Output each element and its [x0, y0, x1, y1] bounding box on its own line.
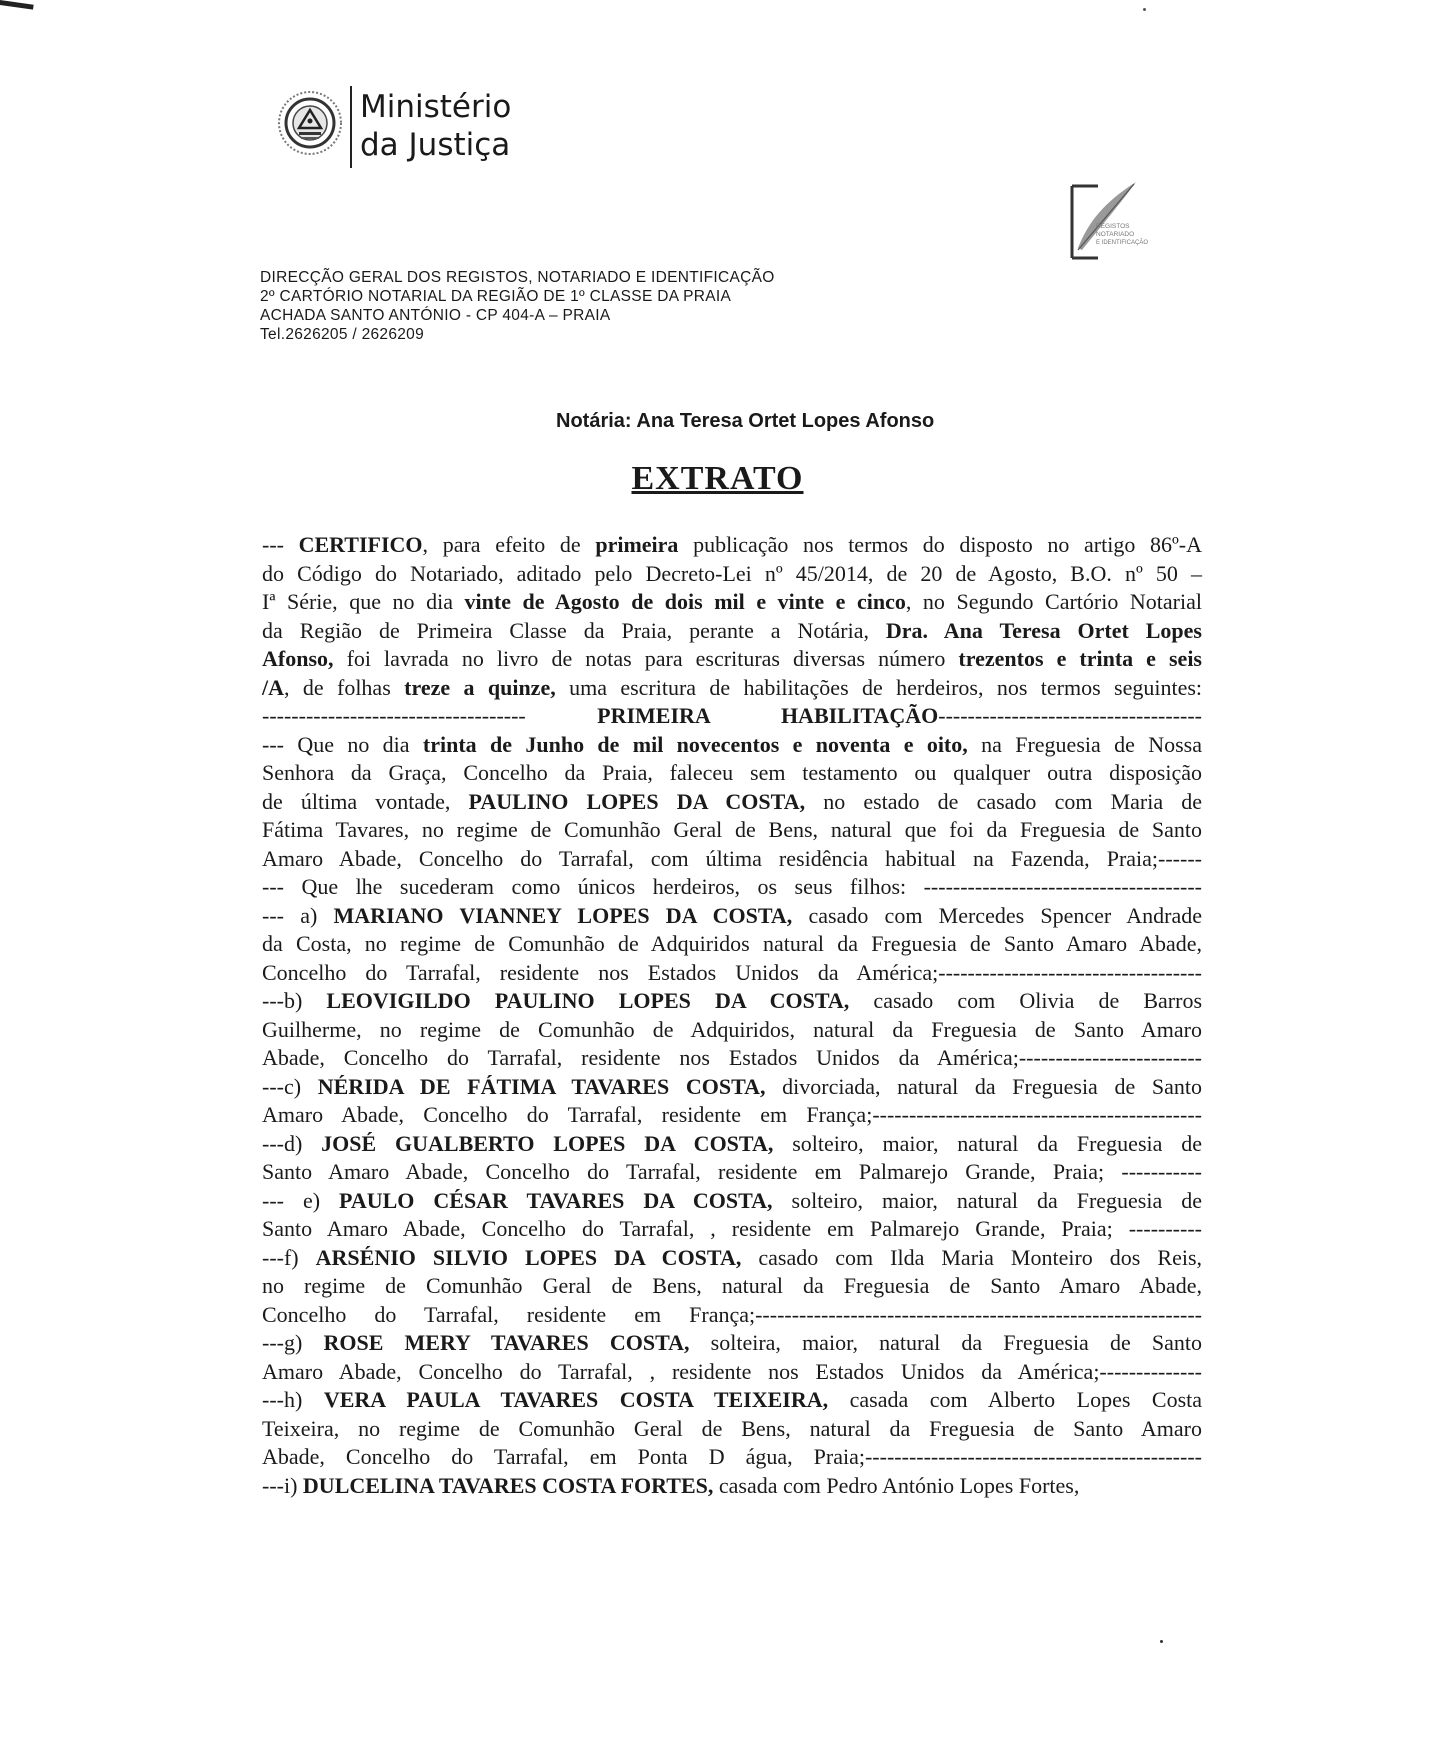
document-title: EXTRATO [631, 460, 804, 497]
section-heading: ------------------------------------ PRIMEIRA HABILITAÇÃO------------------------------------ [262, 703, 1202, 728]
directorate-line: DIRECÇÃO GERAL DOS REGISTOS, NOTARIADO E IDENTIFICAÇÃO [260, 269, 775, 286]
scan-dot [1143, 8, 1146, 11]
heir-line: ---i) DULCELINA TAVARES COSTA FORTES, casada com Pedro António Lopes Fortes, [262, 1472, 1080, 1498]
registry-feather-icon [1068, 178, 1149, 268]
body-line: --- Que no dia trinta de Junho de mil novecentos e noventa e oito, na Freguesia de Nossa [262, 731, 1202, 757]
body-line: Amaro Abade, Concelho do Tarrafal, , residente nos Estados Unidos da América;-------------- [262, 1358, 1202, 1384]
ministry-divider [350, 86, 352, 168]
heir-line: --- a) MARIANO VIANNEY LOPES DA COSTA, casado com Mercedes Spencer Andrade [262, 902, 1203, 928]
heir-line: ---b) LEOVIGILDO PAULINO LOPES DA COSTA, casado com Olivia de Barros [262, 988, 1203, 1013]
body-line: Amaro Abade, Concelho do Tarrafal, com última residência habitual na Fazenda, Praia;------ [262, 845, 1202, 871]
body-line: --- CERTIFICO, para efeito de primeira publicação nos termos do disposto no artigo 86º-A [262, 532, 1202, 557]
body-line: do Código do Notariado, aditado pelo Decreto-Lei nº 45/2014, de 20 de Agosto, B.O. nº 50 – [262, 560, 1202, 586]
body-line: de última vontade, PAULINO LOPES DA COSTA, no estado de casado com Maria de [262, 788, 1202, 814]
document-body [262, 531, 1202, 1500]
body-line: da Costa, no regime de Comunhão de Adquiridos natural da Freguesia de Santo Amaro Abade, [262, 931, 1202, 956]
notary-line: Notária: Ana Teresa Ortet Lopes Afonso [556, 410, 935, 432]
coat-of-arms-icon [275, 88, 345, 158]
body-line: da Região de Primeira Classe da Praia, perante a Notária, Dra. Ana Teresa Ortet Lopes [262, 617, 1202, 643]
body-line: /A, de folhas treze a quinze, uma escritura de habilitações de herdeiros, nos termos seguintes: [262, 674, 1203, 700]
body-line: --- Que lhe sucederam como únicos herdeiros, os seus filhos: -------------------------------------- [262, 874, 1202, 899]
body-line: Amaro Abade, Concelho do Tarrafal, residente em França;--------------------------------------------- [262, 1102, 1202, 1127]
body-line: Senhora da Graça, Concelho da Praia, faleceu sem testamento ou qualquer outra disposição [262, 760, 1202, 785]
body-line: Afonso, foi lavrada no livro de notas para escrituras diversas número trezentos e trinta e seis [262, 646, 1202, 671]
heir-line: ---h) VERA PAULA TAVARES COSTA TEIXEIRA, casada com Alberto Lopes Costa [262, 1387, 1203, 1412]
address-line: ACHADA SANTO ANTÓNIO - CP 404-A – PRAIA [260, 307, 611, 324]
registry-logo-text-2: NOTARIADO [1096, 231, 1135, 238]
body-line: Fátima Tavares, no regime de Comunhão Geral de Bens, natural que foi da Freguesia de Santo [262, 817, 1202, 842]
heir-line: --- e) PAULO CÉSAR TAVARES DA COSTA, solteiro, maior, natural da Freguesia de [262, 1187, 1202, 1213]
heir-line: ---g) ROSE MERY TAVARES COSTA, solteira, maior, natural da Freguesia de Santo [262, 1330, 1202, 1355]
body-line: Abade, Concelho do Tarrafal, em Ponta D água, Praia;---------------------------------------------- [262, 1444, 1202, 1469]
body-line: no regime de Comunhão Geral de Bens, natural da Freguesia de Santo Amaro Abade, [262, 1273, 1202, 1298]
body-line: Teixeira, no regime de Comunhão Geral de Bens, natural da Freguesia de Santo Amaro [262, 1415, 1202, 1441]
office-header [260, 268, 775, 344]
body-line: Guilherme, no regime de Comunhão de Adquiridos, natural da Freguesia de Santo Amaro [262, 1016, 1202, 1042]
phone-line: Tel.2626205 / 2626209 [260, 326, 425, 343]
body-line: Concelho do Tarrafal, residente em França;------------------------------------------------------------- [262, 1301, 1202, 1327]
body-line: Concelho do Tarrafal, residente nos Estados Unidos da América;------------------------------------ [262, 959, 1202, 985]
scan-dot [1160, 1640, 1163, 1643]
body-line: Iª Série, que no dia vinte de Agosto de dois mil e vinte e cinco, no Segundo Cartório Notarial [262, 589, 1202, 614]
body-line: Santo Amaro Abade, Concelho do Tarrafal, residente em Palmarejo Grande, Praia; ----------- [262, 1159, 1202, 1184]
heir-line: ---c) NÉRIDA DE FÁTIMA TAVARES COSTA, divorciada, natural da Freguesia de Santo [262, 1073, 1202, 1099]
ministry-name [360, 88, 511, 164]
heir-line: ---f) ARSÉNIO SILVIO LOPES DA COSTA, casado com Ilda Maria Monteiro dos Reis, [262, 1244, 1203, 1270]
registry-logo-text-1: REGISTOS [1096, 223, 1130, 230]
ministry-line-2: da Justiça [360, 127, 511, 163]
office-line: 2º CARTÓRIO NOTARIAL DA REGIÃO DE 1º CLASSE DA PRAIA [260, 288, 732, 305]
ministry-line-1: Ministério [360, 89, 512, 125]
body-line: Santo Amaro Abade, Concelho do Tarrafal, , residente em Palmarejo Grande, Praia; ---------- [262, 1216, 1202, 1241]
registry-logo-text-3: E IDENTIFICAÇÃO [1096, 240, 1149, 246]
scan-edge-mark [0, 0, 34, 10]
body-line: Abade, Concelho do Tarrafal, residente nos Estados Unidos da América;------------------------- [262, 1045, 1202, 1070]
heir-line: ---d) JOSÉ GUALBERTO LOPES DA COSTA, solteiro, maior, natural da Freguesia de [262, 1130, 1202, 1156]
